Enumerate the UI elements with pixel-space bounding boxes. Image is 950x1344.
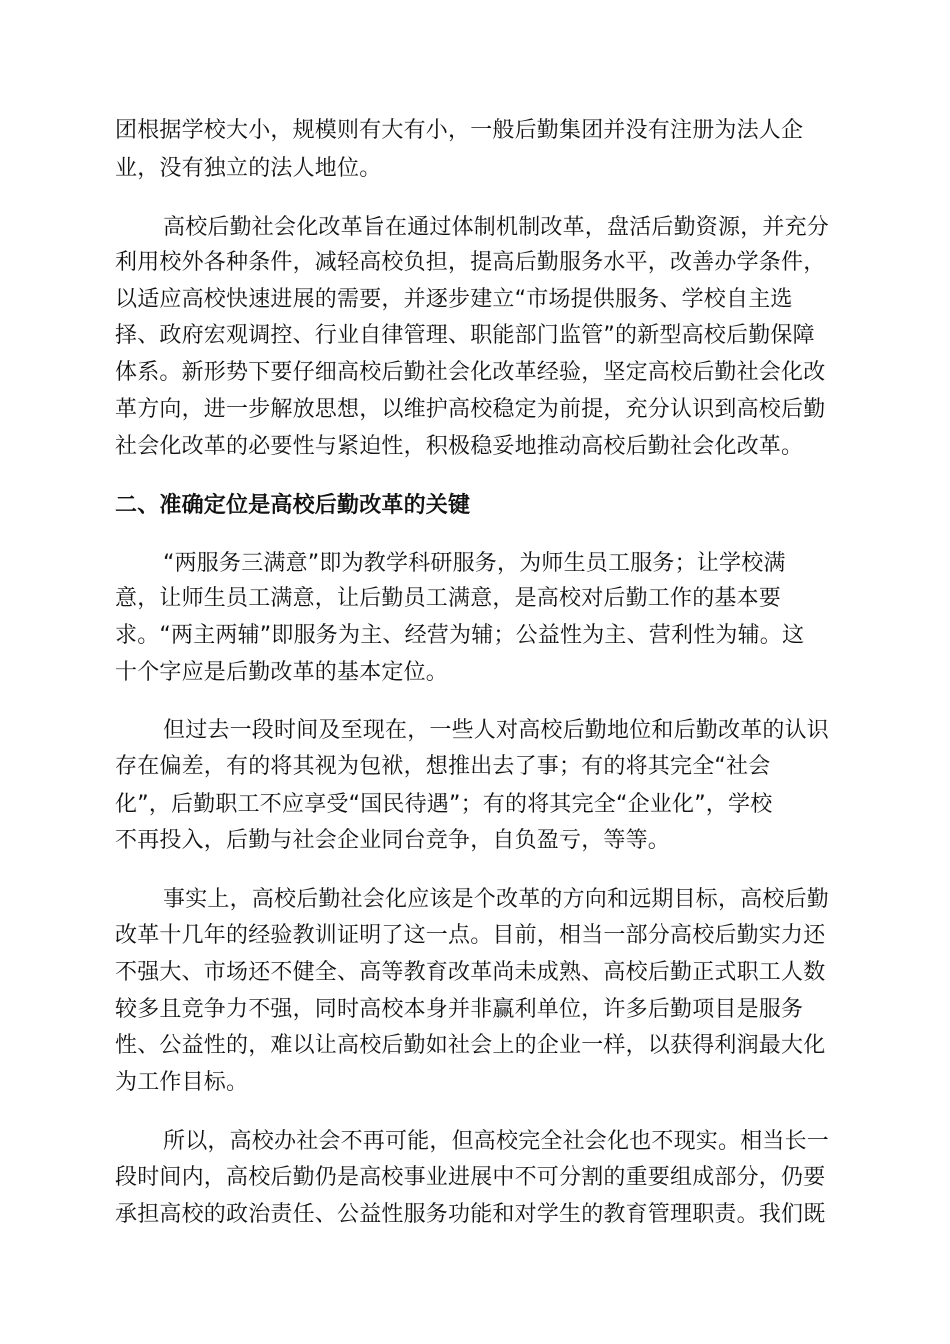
text-line: 性、公益性的，难以让高校后勤如社会上的企业一样，以获得利润最大化 [115,1033,826,1058]
text-line: 以适应高校快速进展的需要，并逐步建立“市场提供服务、学校自主选 [115,287,793,312]
text-line: 承担高校的政治责任、公益性服务功能和对学生的教育管理职责。我们既 [115,1202,826,1227]
paragraph-first-line: 但过去一段时间及至现在，一些人对高校后勤地位和后勤改革的认识 [163,718,830,743]
paragraph-first-line: 所以，高校办社会不再可能，但高校完全社会化也不现实。相当长一 [163,1129,830,1154]
text-line: 化”，后勤职工不应享受“国民待遇”；有的将其完全“企业化”，学校 [115,792,773,817]
text-line: 求。“两主两辅”即服务为主、经营为辅；公益性为主、营利性为辅。这 [115,623,805,648]
text-line: 利用校外各种条件，减轻高校负担，提高后勤服务水平，改善办学条件， [115,250,826,275]
paragraph-first-line: 事实上，高校后勤社会化应该是个改革的方向和远期目标，高校后勤 [163,887,830,912]
text-line: 为工作目标。 [115,1070,249,1095]
text-line: 不强大、市场还不健全、高等教育改革尚未成熟、高校后勤正式职工人数 [115,960,826,985]
text-line: 业，没有独立的法人地位。 [115,156,382,181]
text-line: 团根据学校大小，规模则有大有小，一般后勤集团并没有注册为法人企 [115,118,804,143]
paragraph-first-line: 高校后勤社会化改革旨在通过体制机制改革，盘活后勤资源，并充分 [163,215,830,240]
text-line: 意，让师生员工满意，让后勤员工满意，是高校对后勤工作的基本要 [115,586,782,611]
text-line: 革方向，进一步解放思想，以维护高校稳定为前提，充分认识到高校后勤 [115,397,826,422]
text-line: 改革十几年的经验教训证明了这一点。目前，相当一部分高校后勤实力还 [115,923,826,948]
section-heading: 二、准确定位是高校后勤改革的关键 [115,493,471,518]
text-line: 段时间内，高校后勤仍是高校事业进展中不可分割的重要组成部分，仍要 [115,1165,826,1190]
text-line: 体系。新形势下要仔细高校后勤社会化改革经验，坚定高校后勤社会化改 [115,360,826,385]
paragraph-first-line: “两服务三满意”即为教学科研服务，为师生员工服务；让学校满 [163,551,786,576]
text-line: 择、政府宏观调控、行业自律管理、职能部门监管”的新型高校后勤保障 [115,323,815,348]
text-line: 存在偏差，有的将其视为包袱，想推出去了事；有的将其完全“社会 [115,754,771,779]
text-line: 社会化改革的必要性与紧迫性，积极稳妥地推动高校后勤社会化改革。 [115,434,804,459]
text-line: 十个字应是后勤改革的基本定位。 [115,660,449,685]
text-line: 较多且竞争力不强，同时高校本身并非赢利单位，许多后勤项目是服务 [115,997,804,1022]
text-line: 不再投入，后勤与社会企业同台竞争，自负盈亏，等等。 [115,828,671,853]
